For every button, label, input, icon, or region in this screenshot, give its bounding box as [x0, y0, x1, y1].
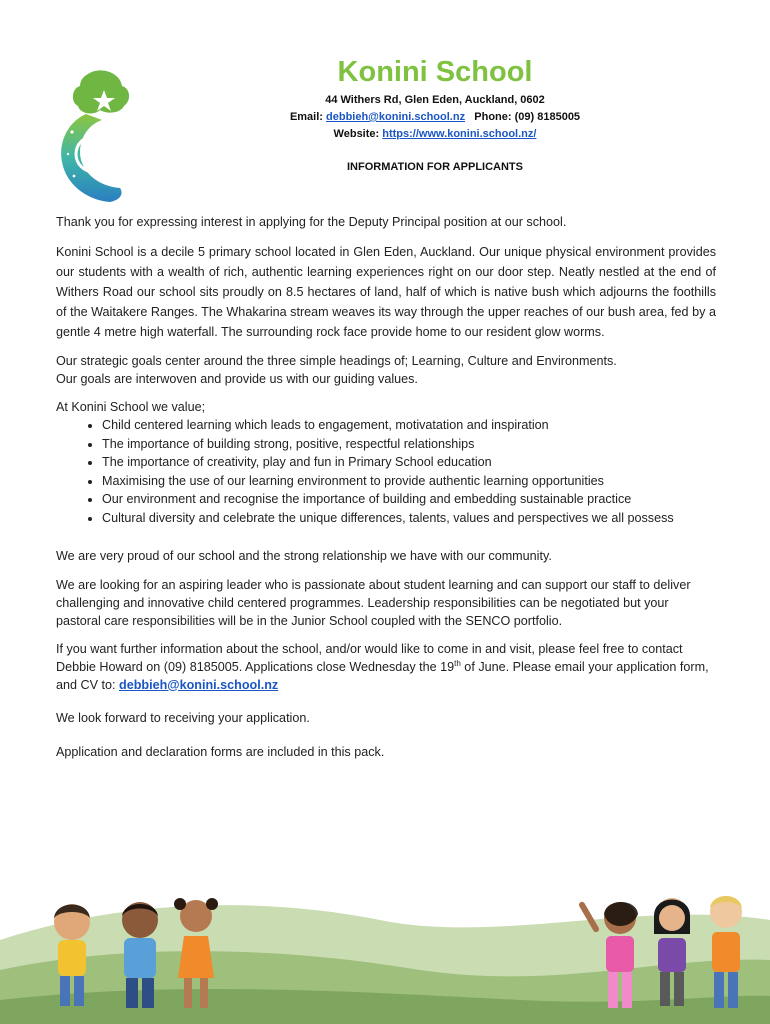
list-item: • Our environment and recognise the importance of building and embedding sustainable practice — [102, 490, 716, 509]
goals-line-2: Our goals are interwoven and provide us with our guiding values. — [56, 372, 418, 386]
email-label: Email: — [289, 111, 323, 123]
contact-text-1: If you want further information about the school, and/or would like to come in and visit, please feel free to contact Debbie Howard on (09) 8185005. Applications close Wednesday the 19 — [56, 641, 683, 674]
document-title: INFORMATION FOR APPLICANTS — [347, 161, 523, 173]
list-item: • The importance of building strong, positive, respectful relationships — [102, 435, 716, 454]
paragraph-goals — [56, 352, 716, 388]
date-suffix: th — [454, 658, 461, 668]
konini-logo — [50, 66, 140, 206]
paragraph-intro: Thank you for expressing interest in applying for the Deputy Principal position at our school. — [56, 215, 567, 229]
website-line — [240, 126, 630, 143]
application-email-link[interactable]: debbieh@konini.school.nz — [119, 677, 279, 692]
list-item: • Maximising the use of our learning environment to provide authentic learning opportunities — [102, 472, 716, 491]
list-item: • The importance of creativity, play and fun in Primary School education — [102, 453, 716, 472]
goals-line-1: Our strategic goals center around the three simple headings of; Learning, Culture and Environments. — [56, 354, 617, 368]
address: 44 Withers Rd, Glen Eden, Auckland, 0602 — [325, 94, 545, 106]
website-label: Website: — [333, 128, 380, 140]
paragraph-school: Konini School is a decile 5 primary school located in Glen Eden, Auckland. Our unique physical environment provides our students with a wealth of rich, authentic learning experiences right on our door step. Neatly nestled at the end of Withers Road our school sits proudly on 8.5 hectares of land, half of which is native bush which adjourns the foothills of the Waitakere Ranges. The Whakarina stream weaves its way through the upper reaches of our bush area, fed by a gentle 4 metre high waterfall. The surrounding rock face provide home to our resident glow worms. — [56, 245, 716, 339]
paragraph-role: We are looking for an aspiring leader who is passionate about student learning and can support our staff to deliver challenging and innovative child centered programmes. Leadership responsibilities can be negotiated but your pastoral care responsibilities will be in the Junior School coupled with the SENCO portfolio. — [56, 577, 691, 628]
values-list — [56, 416, 716, 528]
phone-number: (09) 8185005 — [514, 111, 581, 123]
footer-illustration — [0, 860, 770, 1024]
paragraph-forms: Application and declaration forms are included in this pack. — [56, 744, 385, 759]
school-name: Konini School — [337, 56, 533, 88]
contact-text-2: of June. Please email your application form, and CV to: — [56, 659, 709, 692]
phone-label: Phone: — [474, 111, 512, 123]
list-item: • Child centered learning which leads to engagement, motivatation and inspiration — [102, 416, 716, 435]
letter-body — [56, 212, 716, 772]
contact-line — [240, 109, 630, 126]
letterhead — [240, 52, 630, 173]
paragraph-closing: We look forward to receiving your application. — [56, 710, 310, 725]
list-item: • Cultural diversity and celebrate the unique differences, talents, values and perspectives we all possess — [102, 509, 716, 528]
values-intro: At Konini School we value; — [56, 400, 206, 414]
paragraph-community: We are very proud of our school and the strong relationship we have with our community. — [56, 548, 552, 563]
header-email-link[interactable]: debbieh@konini.school.nz — [326, 111, 466, 123]
paragraph-contact — [56, 640, 716, 694]
website-link[interactable]: https://www.konini.school.nz/ — [382, 128, 537, 140]
